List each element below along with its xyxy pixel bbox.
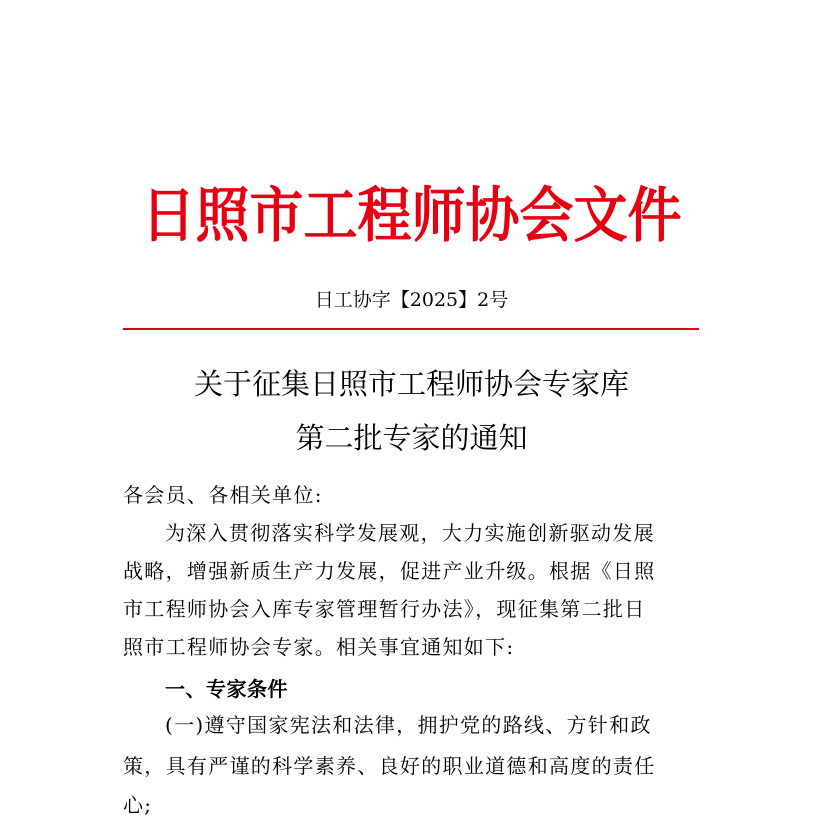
notice-title-line-2: 第二批专家的通知 — [295, 421, 528, 455]
paragraph-line: 照市工程师协会专家。相关事宜通知如下: — [123, 635, 515, 659]
paragraph-line: 策，具有严谨的科学素养、良好的职业道德和高度的责任 — [123, 754, 656, 778]
red-divider-rule — [123, 328, 699, 330]
document-number: 日工协字【2025】2号 — [314, 289, 509, 311]
paragraph-line: 市工程师协会入库专家管理暂行办法》，现征集第二批日 — [123, 597, 646, 621]
paragraph-line: 战略，增强新质生产力发展，促进产业升级。根据《日照 — [123, 559, 656, 583]
paragraph-line: (一)遵守国家宪法和法律，拥护党的路线、方针和政 — [165, 713, 652, 737]
section-heading: 一、专家条件 — [165, 677, 288, 701]
paragraph-line: 心; — [123, 793, 153, 817]
document-masthead-title: 日照市工程师协会文件 — [141, 180, 682, 251]
notice-title-line-1: 关于征集日照市工程师协会专家库 — [193, 367, 629, 401]
salutation: 各会员、各相关单位: — [123, 483, 323, 507]
paragraph-line: 为深入贯彻落实科学发展观，大力实施创新驱动发展 — [165, 521, 655, 545]
